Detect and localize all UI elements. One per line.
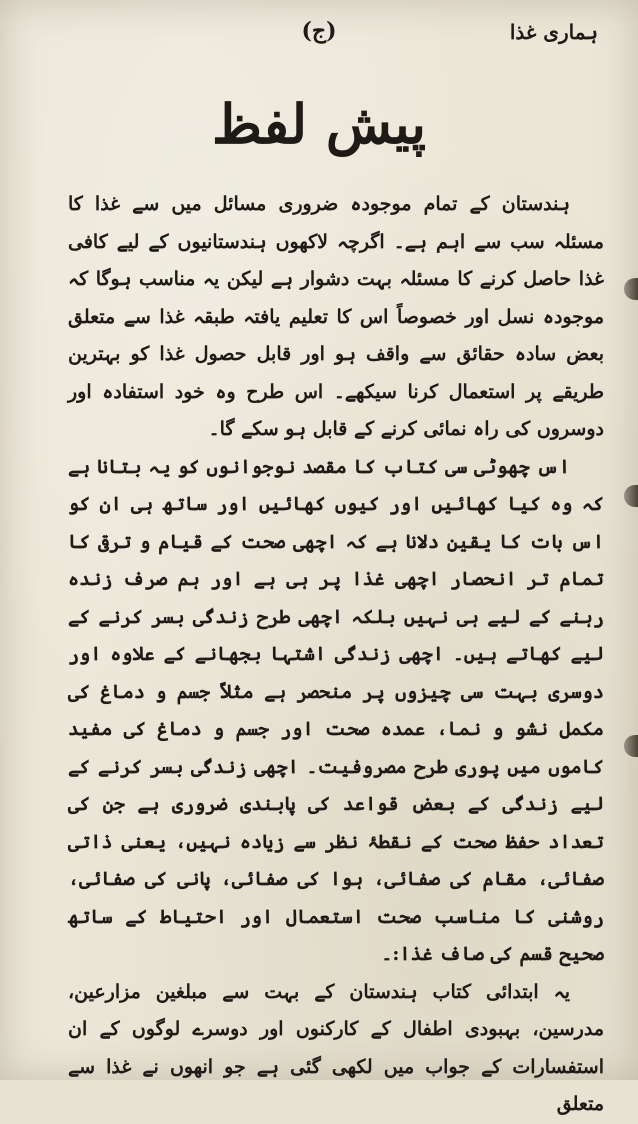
binder-hole-bottom: [624, 735, 638, 757]
binder-hole-middle: [624, 485, 638, 507]
chapter-title: پیش لفظ: [212, 92, 426, 156]
paragraph-1: ہندستان کے تمام موجودہ ضروری مسائل میں سے غذا کا مسئلہ سب سے اہم ہے۔ اگرچہ لاکھوں ہندستانیوں کے لیے کافی غذا حاصل کرنے کا مسئلہ بہت دشوار ہے لیکن یہ مناسب ہوگا کہ موجودہ نسل اور خصوصاً اس کا تعلیم یافتہ طبقہ غذا سے متعلق بعض سادہ حقائق سے واقف ہو اور قابل حصول غذا کو بہترین طریقے پر استعمال کرنا سیکھے۔ اس طرح وہ خود استفادہ اور دوسروں کی راہ نمائی کرنے کے قابل ہو سکے گا۔: [68, 193, 604, 440]
paragraph-3: یہ ابتدائی کتاب ہندستان کے بہت سے مبلغین مزارعین، مدرسین، بہبودی اطفال کے کارکنوں اور دوسرے لوگوں کے ان استفسارات کے جواب میں لکھی گئی ہے جو انھوں نے غذا سے متعلق: [68, 980, 604, 1115]
page-number: (ج): [301, 18, 337, 44]
page-header: [40, 14, 598, 50]
paragraph-2: اس چھوٹی سی کتاب کا مقصد نوجوانوں کو یہ بتانا ہے کہ وہ کیا کھائیں اور کیوں کھائیں اور ساتھ ہی ان کو اس بات کا یقین دلانا ہے کہ اچھی صحت کے قیام و ترقی کا تمام تر انحصار اچھی غذا پر ہی ہے اور ہم صرف زندہ رہنے کے لیے ہی نہیں بلکہ اچھی طرح زندگی بسر کرنے کے لیے کھاتے ہیں۔ اچھی زندگی اشتہا بجھانے کے علاوہ اور دوسری بہت سی چیزوں پر منحصر ہے مثلاً جسم و دماغ کی مکمل نشو و نما، عمدہ صحت اور جسم و دماغ کی مفید کاموں میں پوری طرح مصروفیت۔ اچھی زندگی بسر کرنے کے لیے زندگی کے بعض قواعد کی پابندی ضروری ہے جن کی تعداد حفظ صحت کے نقطۂ نظر سے زیادہ نہیں، یعنی ذاتی صفائی، مقام کی صفائی، ہوا کی صفائی، پانی کی صفائی، روشنی کا مناسب صحت استعمال اور احتیاط کے ساتھ صحیح قسم کی صاف غذا:۔: [68, 455, 604, 965]
binder-hole-top: [624, 278, 638, 300]
body-text: [68, 186, 604, 1124]
running-head: ہماری غذا: [509, 20, 598, 44]
